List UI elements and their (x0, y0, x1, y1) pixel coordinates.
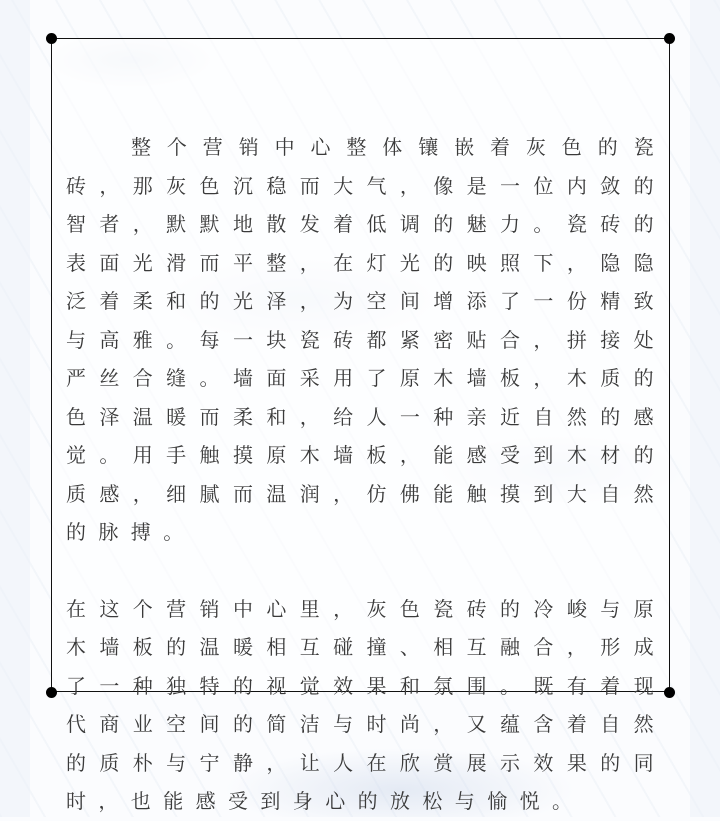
paragraph-1: 整个营销中心整体镶嵌着灰色的瓷砖，那灰色沉稳而大气，像是一位内敛的智者，默默地散发着低调的魅力。瓷砖的表面光滑而平整，在灯光的映照下，隐隐泛着柔和的光泽，为空间增添了一份精致与高雅。每一块瓷砖都紧密贴合，拼接处严丝合缝。墙面采用了原木墙板，木质的色泽温暖而柔和，给人一种亲近自然的感觉。用手触摸原木墙板，能感受到木材的质感，细腻而温润，仿佛能触摸到大自然的脉搏。 (66, 135, 666, 544)
article-body (66, 128, 666, 821)
corner-dot-icon (664, 33, 675, 44)
background-edge-right (690, 0, 720, 817)
paragraph-gap (66, 552, 666, 590)
background-edge-left (0, 0, 30, 817)
corner-dot-icon (46, 33, 57, 44)
corner-dot-icon (46, 687, 57, 698)
paragraph-2: 在这个营销中心里，灰色瓷砖的冷峻与原木墙板的温暖相互碰撞、相互融合，形成了一种独特的视觉效果和氛围。既有着现代商业空间的简洁与时尚，又蕴含着自然的质朴与宁静，让人在欣赏展示效果的同时，也能感受到身心的放松与愉悦。 (66, 596, 666, 813)
